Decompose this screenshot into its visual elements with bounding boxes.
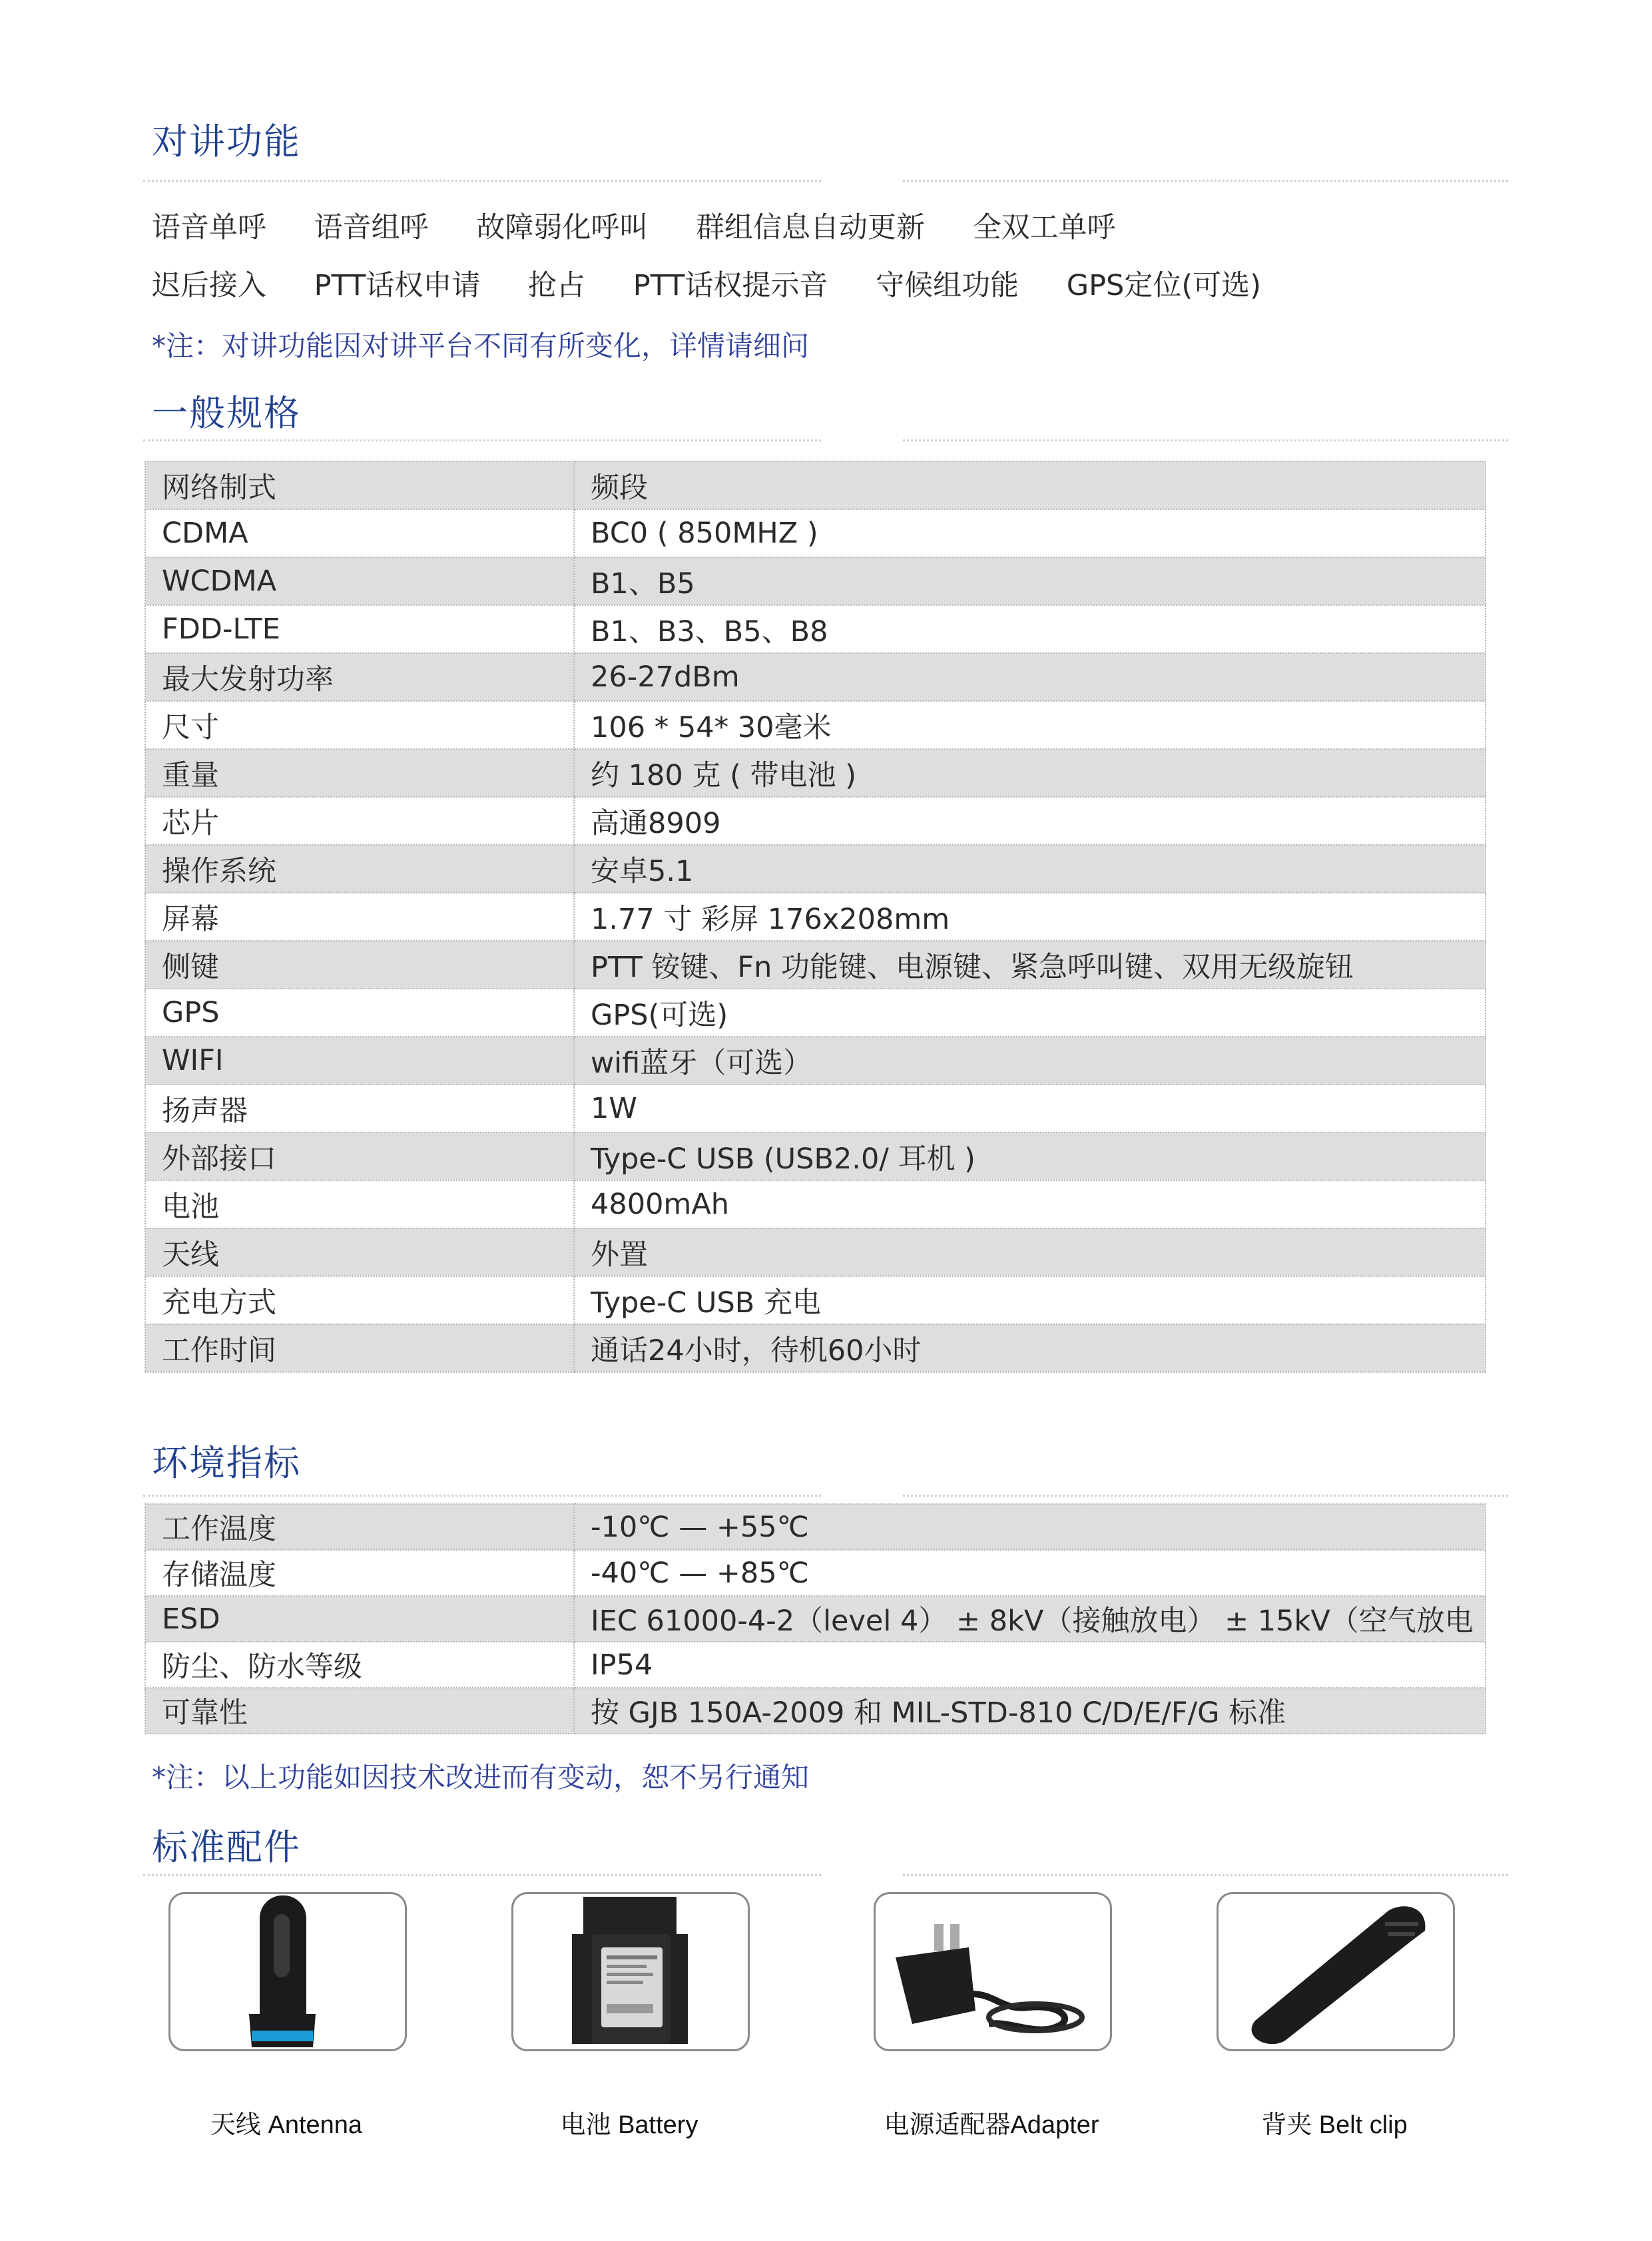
battery-icon [513,1894,748,2049]
spec-value: 106 * 54* 30毫米 [574,701,1486,749]
spec-key: 工作温度 [145,1504,574,1550]
spec-row [145,605,1486,653]
spec-row [145,1550,1486,1596]
spec-value: B1、B3、B5、B8 [574,605,1486,653]
spec-key: 最大发射功率 [145,653,574,701]
spec-value: 频段 [574,461,1486,509]
feature-item: 迟后接入 [152,269,266,302]
environment-spec-table [144,1503,1486,1734]
spec-value: 4800mAh [574,1180,1486,1228]
spec-key: 工作时间 [145,1324,574,1372]
spec-row [145,461,1486,509]
spec-value: 高通8909 [574,797,1486,845]
section-divider [143,180,1508,182]
feature-item: 语音组呼 [314,211,429,244]
section-divider [143,439,1508,441]
spec-key: 尺寸 [145,701,574,749]
spec-row [145,1276,1486,1324]
spec-key: 天线 [145,1228,574,1276]
antenna-icon [170,1894,405,2049]
accessory-label-antenna: 天线 Antenna [210,2111,363,2139]
spec-value: GPS(可选) [574,989,1486,1037]
spec-key: ESD [145,1596,574,1642]
accessories-section-title: 标准配件 [152,1826,301,1868]
spec-key: 存储温度 [145,1550,574,1596]
spec-key: 充电方式 [145,1276,574,1324]
spec-row [145,1180,1486,1228]
accessory-label-adapter: 电源适配器Adapter [884,2111,1099,2139]
spec-row [145,989,1486,1037]
spec-row [145,1085,1486,1132]
spec-row [145,1037,1486,1085]
spec-row [145,1642,1486,1688]
spec-value: Type-C USB 充电 [574,1276,1486,1324]
feature-item: 守候组功能 [876,269,1019,302]
spec-key: 操作系统 [145,845,574,893]
spec-row [145,557,1486,605]
spec-row [145,1132,1486,1180]
spec-row [145,749,1486,797]
section-divider [143,1495,1508,1497]
spec-value: 约 180 克 ( 带电池 ) [574,749,1486,797]
power-adapter-icon [876,1894,1110,2049]
spec-key: 电池 [145,1180,574,1228]
accessory-card-battery [511,1892,750,2051]
accessory-card-adapter [874,1892,1112,2051]
spec-row [145,509,1486,557]
spec-key: CDMA [145,509,574,557]
spec-value: Type-C USB (USB2.0/ 耳机 ) [574,1132,1486,1180]
spec-key: 外部接口 [145,1132,574,1180]
feature-item: 语音单呼 [152,211,266,244]
accessory-label-belt-clip: 背夹 Belt clip [1261,2111,1408,2139]
section-divider [143,1874,1508,1876]
spec-value: IEC 61000-4-2（level 4） ± 8kV（接触放电） ± 15kV（空气放电 [574,1596,1486,1642]
spec-row [145,1688,1486,1734]
feature-item: PTT话权申请 [314,269,481,302]
spec-value: 外置 [574,1228,1486,1276]
environment-note: *注：以上功能如因技术改进而有变动，恕不另行通知 [152,1761,810,1794]
spec-row [145,1504,1486,1550]
spec-value: PTT 铵键、Fn 功能键、电源键、紧急呼叫键、双用无级旋钮 [574,941,1486,989]
spec-value: wifi蓝牙（可选） [574,1037,1486,1085]
spec-row [145,845,1486,893]
intercom-features-row-1 [152,205,1155,246]
general-spec-table [144,461,1486,1373]
spec-key: 扬声器 [145,1085,574,1132]
spec-row [145,1324,1486,1372]
spec-value: 26-27dBm [574,653,1486,701]
accessory-card-belt-clip [1217,1892,1455,2051]
spec-row [145,893,1486,941]
spec-row [145,797,1486,845]
feature-item: GPS定位(可选) [1066,269,1261,302]
spec-value: 1W [574,1085,1486,1132]
accessory-label-battery: 电池 Battery [560,2111,698,2139]
spec-row [145,1596,1486,1642]
spec-key: FDD-LTE [145,605,574,653]
spec-value: IP54 [574,1642,1486,1688]
feature-item: 故障弱化呼叫 [476,211,649,244]
spec-row [145,941,1486,989]
accessory-card-antenna [168,1892,407,2051]
spec-key: 可靠性 [145,1688,574,1734]
environment-section-title: 环境指标 [152,1442,301,1484]
spec-value: BC0 ( 850MHZ ) [574,509,1486,557]
spec-key: GPS [145,989,574,1037]
spec-value: 1.77 寸 彩屏 176x208mm [574,893,1486,941]
spec-value: -10℃ — +55℃ [574,1504,1486,1550]
spec-value: 通话24小时，待机60小时 [574,1324,1486,1372]
spec-key: 网络制式 [145,461,574,509]
spec-key: 侧键 [145,941,574,989]
spec-key: 重量 [145,749,574,797]
spec-value: 安卓5.1 [574,845,1486,893]
spec-key: WIFI [145,1037,574,1085]
spec-key: 屏幕 [145,893,574,941]
spec-key: WCDMA [145,557,574,605]
spec-row [145,1228,1486,1276]
spec-row [145,653,1486,701]
belt-clip-icon [1219,1894,1453,2049]
feature-item: PTT话权提示音 [633,269,828,302]
spec-key: 防尘、防水等级 [145,1642,574,1688]
spec-value: -40℃ — +85℃ [574,1550,1486,1596]
spec-value: B1、B5 [574,557,1486,605]
spec-row [145,701,1486,749]
intercom-section-title: 对讲功能 [152,121,301,162]
spec-key: 芯片 [145,797,574,845]
intercom-note: *注：对讲功能因对讲平台不同有所变化，详情请细问 [152,330,810,362]
feature-item: 群组信息自动更新 [696,211,926,244]
general-section-title: 一般规格 [152,392,301,434]
feature-item: 抢占 [528,269,586,302]
feature-item: 全双工单呼 [972,211,1116,244]
intercom-features-row-2 [152,263,1300,304]
spec-value: 按 GJB 150A-2009 和 MIL-STD-810 C/D/E/F/G 标准 [574,1688,1486,1734]
